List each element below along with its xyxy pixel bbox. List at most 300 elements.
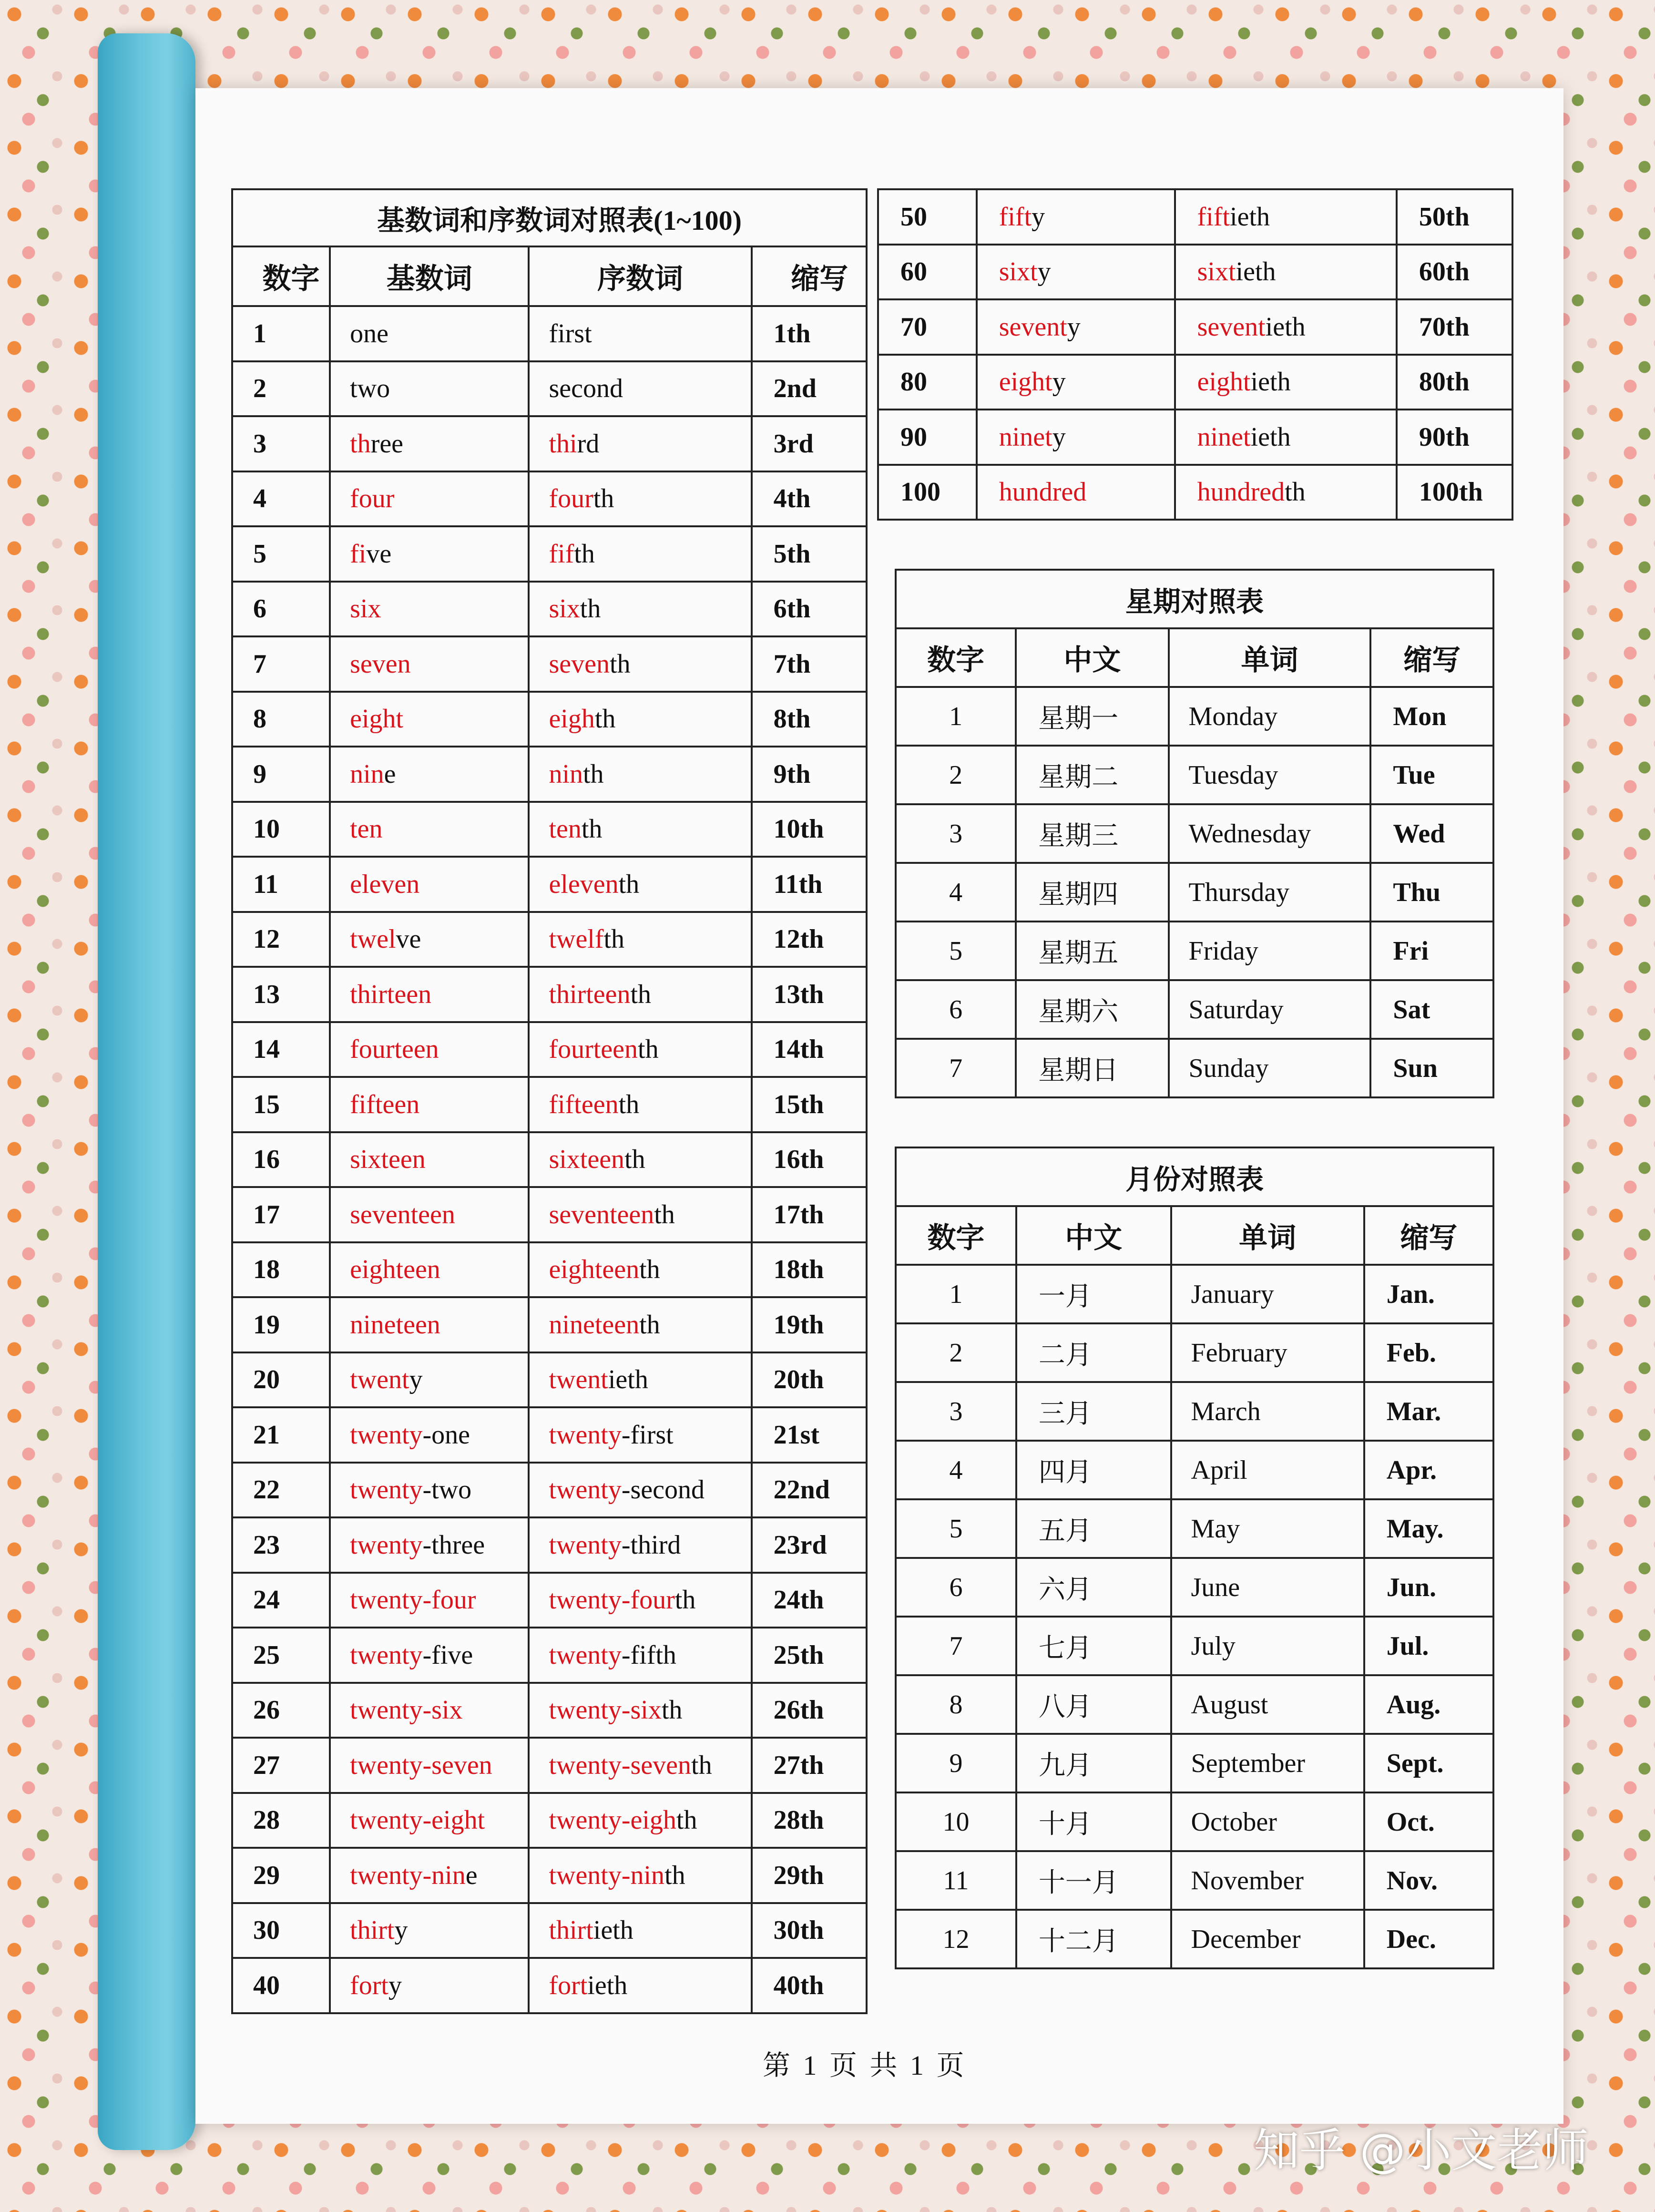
cardinal-cell bbox=[977, 299, 1175, 355]
abbreviation-cell: 23rd bbox=[752, 1517, 867, 1573]
number-cell: 11 bbox=[896, 1851, 1016, 1910]
binder-spine bbox=[98, 33, 195, 2150]
word-cell: December bbox=[1171, 1910, 1364, 1968]
abbreviation-cell: Nov. bbox=[1364, 1851, 1493, 1910]
cardinal-highlight: sixteen bbox=[350, 1145, 426, 1175]
ordinal-rest: -first bbox=[621, 1420, 674, 1450]
chinese-cell: 星期日 bbox=[1016, 1039, 1168, 1097]
ordinal-cell bbox=[529, 361, 751, 417]
table-row bbox=[878, 299, 1512, 355]
chinese-cell: 十二月 bbox=[1016, 1910, 1171, 1968]
number-cell: 11 bbox=[232, 857, 330, 912]
cardinal-rest: -two bbox=[422, 1475, 472, 1505]
chinese-cell: 六月 bbox=[1016, 1558, 1171, 1617]
table-row bbox=[232, 1628, 867, 1683]
ordinal-highlight: eight bbox=[1197, 367, 1251, 397]
table-row bbox=[232, 857, 867, 912]
table-row bbox=[896, 1039, 1493, 1097]
number-cell: 2 bbox=[232, 361, 330, 417]
ordinal-cell bbox=[529, 747, 751, 802]
cardinal-cell bbox=[330, 1683, 529, 1738]
ordinal-highlight: fif bbox=[549, 539, 574, 569]
ordinal-cell bbox=[529, 1187, 751, 1242]
abbreviation-cell: 3rd bbox=[752, 416, 867, 471]
abbreviation-cell: 25th bbox=[752, 1628, 867, 1683]
abbreviation-cell: 28th bbox=[752, 1793, 867, 1848]
number-cell: 23 bbox=[232, 1517, 330, 1573]
word-cell: January bbox=[1171, 1265, 1364, 1323]
ordinal-rest: th bbox=[580, 594, 601, 624]
number-cell: 3 bbox=[896, 1382, 1016, 1441]
cardinal-rest: e bbox=[384, 759, 396, 789]
chinese-cell: 三月 bbox=[1016, 1382, 1171, 1441]
ordinal-cell bbox=[529, 1132, 751, 1188]
number-cell: 26 bbox=[232, 1683, 330, 1738]
table-row bbox=[896, 1265, 1493, 1323]
ordinal-cell bbox=[529, 692, 751, 747]
header-number: 数字 bbox=[232, 246, 330, 306]
cardinal-cell bbox=[330, 1958, 529, 2013]
table-row bbox=[232, 1958, 867, 2013]
chinese-cell: 星期五 bbox=[1016, 922, 1168, 980]
ordinal-cell bbox=[1175, 465, 1397, 520]
cardinal-highlight: twenty bbox=[350, 1475, 423, 1505]
cardinal-cell bbox=[330, 857, 529, 912]
header-ordinal: 序数词 bbox=[529, 246, 751, 306]
ordinal-rest: th bbox=[583, 759, 604, 789]
ordinal-highlight: twenty-eigh bbox=[549, 1805, 676, 1835]
ordinal-highlight: hundred bbox=[1197, 477, 1285, 507]
cardinal-cell bbox=[330, 1022, 529, 1077]
table-row bbox=[896, 1734, 1493, 1792]
table-title: 星期对照表 bbox=[896, 570, 1493, 628]
cardinal-highlight: fift bbox=[999, 202, 1032, 232]
number-cell: 7 bbox=[896, 1039, 1016, 1097]
cardinal-cell bbox=[330, 1352, 529, 1408]
ordinal-rest: th bbox=[593, 484, 614, 514]
number-cell: 20 bbox=[232, 1352, 330, 1408]
number-cell: 4 bbox=[896, 863, 1016, 922]
cardinal-highlight: four bbox=[350, 484, 395, 514]
ordinal-highlight: seven bbox=[549, 649, 610, 679]
abbreviation-cell: Thu bbox=[1370, 863, 1493, 922]
chinese-cell: 星期四 bbox=[1016, 863, 1168, 922]
header-word: 单词 bbox=[1171, 1206, 1364, 1265]
cardinal-rest: one bbox=[350, 318, 388, 348]
ordinal-cell bbox=[529, 1738, 751, 1793]
ordinal-rest: ieth bbox=[1230, 202, 1270, 232]
table-row bbox=[232, 416, 867, 471]
cardinal-cell bbox=[977, 410, 1175, 465]
number-cell: 4 bbox=[896, 1441, 1016, 1499]
ordinal-cell bbox=[529, 526, 751, 582]
cardinal-highlight: sevent bbox=[999, 312, 1067, 342]
header-chinese: 中文 bbox=[1016, 628, 1168, 687]
abbreviation-cell: 14th bbox=[752, 1022, 867, 1077]
ordinal-rest: th bbox=[603, 924, 625, 954]
abbreviation-cell: 29th bbox=[752, 1848, 867, 1903]
number-cell: 16 bbox=[232, 1132, 330, 1188]
number-cell: 3 bbox=[896, 804, 1016, 863]
ordinal-cell bbox=[529, 1352, 751, 1408]
abbreviation-cell: 12th bbox=[752, 912, 867, 967]
table-row bbox=[232, 1077, 867, 1132]
word-cell: April bbox=[1171, 1441, 1364, 1499]
table-row bbox=[896, 804, 1493, 863]
cardinal-cell bbox=[330, 802, 529, 857]
chinese-cell: 星期三 bbox=[1016, 804, 1168, 863]
ordinal-rest: th bbox=[691, 1750, 712, 1780]
ordinal-rest: th bbox=[639, 1255, 660, 1285]
table-row bbox=[896, 980, 1493, 1039]
number-cell: 8 bbox=[896, 1675, 1016, 1734]
ordinal-rest: th bbox=[594, 704, 616, 734]
ordinal-cell bbox=[529, 636, 751, 692]
number-cell: 2 bbox=[896, 1323, 1016, 1382]
table-row bbox=[896, 1792, 1493, 1851]
ordinal-highlight: six bbox=[549, 594, 580, 624]
ordinal-cell bbox=[529, 1573, 751, 1628]
ordinal-cell bbox=[529, 1297, 751, 1352]
ordinal-rest: th bbox=[664, 1860, 685, 1890]
word-cell: Friday bbox=[1169, 922, 1371, 980]
word-cell: Thursday bbox=[1169, 863, 1371, 922]
ordinal-cell bbox=[529, 857, 751, 912]
header-abbreviation: 缩写 bbox=[1370, 628, 1493, 687]
table-row bbox=[232, 1683, 867, 1738]
table-row bbox=[878, 245, 1512, 300]
abbreviation-cell: 60th bbox=[1397, 245, 1512, 300]
abbreviation-cell: 90th bbox=[1397, 410, 1512, 465]
table-row bbox=[896, 1382, 1493, 1441]
table-row bbox=[232, 1297, 867, 1352]
table-row bbox=[232, 1573, 867, 1628]
number-cell: 80 bbox=[878, 355, 977, 410]
abbreviation-cell: 40th bbox=[752, 1958, 867, 2013]
ordinal-rest: th bbox=[581, 814, 603, 844]
ordinal-highlight: thirt bbox=[549, 1915, 593, 1946]
cardinal-rest: y bbox=[1052, 367, 1066, 397]
ordinal-cell bbox=[529, 1848, 751, 1903]
cardinal-highlight: ninet bbox=[999, 422, 1052, 452]
cardinal-cell bbox=[977, 245, 1175, 300]
cardinal-rest: ve bbox=[396, 924, 421, 954]
table-row bbox=[896, 746, 1493, 804]
ordinal-rest: -fifth bbox=[621, 1640, 676, 1670]
ordinal-rest: first bbox=[549, 318, 592, 348]
cardinal-highlight: six bbox=[350, 594, 381, 624]
abbreviation-cell: 27th bbox=[752, 1738, 867, 1793]
table-row bbox=[232, 802, 867, 857]
word-cell: July bbox=[1171, 1617, 1364, 1675]
abbreviation-cell: Oct. bbox=[1364, 1792, 1493, 1851]
chinese-cell: 十月 bbox=[1016, 1792, 1171, 1851]
cardinal-cell bbox=[330, 1297, 529, 1352]
number-cell: 40 bbox=[232, 1958, 330, 2013]
abbreviation-cell: 22nd bbox=[752, 1463, 867, 1518]
abbreviation-cell: 30th bbox=[752, 1903, 867, 1958]
chinese-cell: 一月 bbox=[1016, 1265, 1171, 1323]
table-row bbox=[878, 355, 1512, 410]
table-row bbox=[232, 1903, 867, 1958]
ordinal-highlight: twenty-six bbox=[549, 1695, 662, 1725]
abbreviation-cell: 9th bbox=[752, 747, 867, 802]
cardinal-highlight: nin bbox=[350, 759, 384, 789]
abbreviation-cell: 80th bbox=[1397, 355, 1512, 410]
abbreviation-cell: 17th bbox=[752, 1187, 867, 1242]
table-row bbox=[232, 1187, 867, 1242]
ordinal-highlight: twelf bbox=[549, 924, 604, 954]
abbreviation-cell: Mar. bbox=[1364, 1382, 1493, 1441]
number-cell: 6 bbox=[232, 582, 330, 637]
cardinal-cell bbox=[330, 582, 529, 637]
table-row bbox=[896, 1851, 1493, 1910]
header-chinese: 中文 bbox=[1016, 1206, 1171, 1265]
header-cardinal: 基数词 bbox=[330, 246, 529, 306]
word-cell: Monday bbox=[1169, 687, 1371, 746]
abbreviation-cell: 11th bbox=[752, 857, 867, 912]
table-row bbox=[232, 1132, 867, 1188]
ordinal-rest: th bbox=[609, 649, 631, 679]
number-cell: 90 bbox=[878, 410, 977, 465]
cardinal-highlight: eight bbox=[999, 367, 1052, 397]
ordinal-rest: th bbox=[639, 1310, 660, 1340]
word-cell: February bbox=[1171, 1323, 1364, 1382]
ordinal-highlight: thi bbox=[549, 429, 577, 459]
cardinal-cell bbox=[330, 967, 529, 1022]
ordinal-highlight: sixteen bbox=[549, 1145, 625, 1175]
table-row bbox=[896, 687, 1493, 746]
table-row bbox=[232, 361, 867, 417]
cardinal-cell bbox=[330, 692, 529, 747]
number-cell: 30 bbox=[232, 1903, 330, 1958]
number-cell: 100 bbox=[878, 465, 977, 520]
ordinal-highlight: twenty bbox=[549, 1420, 622, 1450]
ordinal-rest: th bbox=[661, 1695, 683, 1725]
ordinal-cell bbox=[529, 1022, 751, 1077]
ordinal-highlight: twent bbox=[549, 1365, 608, 1395]
table-row bbox=[232, 1022, 867, 1077]
word-cell: Wednesday bbox=[1169, 804, 1371, 863]
cardinal-cell bbox=[330, 1517, 529, 1573]
number-cell: 21 bbox=[232, 1407, 330, 1463]
ordinal-highlight: fourteen bbox=[549, 1034, 638, 1065]
abbreviation-cell: 20th bbox=[752, 1352, 867, 1408]
number-cell: 27 bbox=[232, 1738, 330, 1793]
cardinal-highlight: twenty bbox=[350, 1640, 423, 1670]
number-cell: 29 bbox=[232, 1848, 330, 1903]
table-row bbox=[896, 1323, 1493, 1382]
cardinal-highlight: sixt bbox=[999, 257, 1038, 287]
ordinal-rest: -second bbox=[621, 1475, 705, 1505]
cardinal-highlight: th bbox=[350, 429, 371, 459]
ordinal-rest: ieth bbox=[593, 1915, 633, 1946]
number-cell: 1 bbox=[896, 1265, 1016, 1323]
weekday-table bbox=[895, 569, 1494, 1098]
number-cell: 19 bbox=[232, 1297, 330, 1352]
ordinal-rest: th bbox=[654, 1199, 675, 1229]
number-cell: 70 bbox=[878, 299, 977, 355]
cardinal-cell bbox=[330, 1793, 529, 1848]
cardinal-rest: e bbox=[465, 1860, 478, 1890]
number-cell: 5 bbox=[896, 1499, 1016, 1558]
tens-ordinal-table bbox=[877, 188, 1513, 521]
header-number: 数字 bbox=[896, 1206, 1016, 1265]
ordinal-rest: th bbox=[618, 1089, 640, 1119]
cardinal-cell bbox=[330, 1132, 529, 1188]
ordinal-cell bbox=[1175, 299, 1397, 355]
cardinal-rest: y bbox=[388, 1970, 402, 2000]
cardinal-rest: two bbox=[350, 374, 390, 404]
ordinal-highlight: fifteen bbox=[549, 1089, 619, 1119]
ordinal-highlight: nineteen bbox=[549, 1310, 640, 1340]
cardinal-cell bbox=[330, 1187, 529, 1242]
abbreviation-cell: Jun. bbox=[1364, 1558, 1493, 1617]
cardinal-cell bbox=[330, 1903, 529, 1958]
table-row bbox=[896, 1675, 1493, 1734]
ordinal-cell bbox=[529, 1628, 751, 1683]
cardinal-cell bbox=[330, 306, 529, 361]
cardinal-highlight: twenty-six bbox=[350, 1695, 463, 1725]
ordinal-rest: th bbox=[638, 1034, 659, 1065]
ordinal-highlight: eighteen bbox=[549, 1255, 640, 1285]
ordinal-rest: th bbox=[574, 539, 595, 569]
ordinal-highlight: twenty-nin bbox=[549, 1860, 665, 1890]
cardinal-highlight: seven bbox=[350, 649, 411, 679]
ordinal-highlight: four bbox=[549, 484, 593, 514]
abbreviation-cell: 19th bbox=[752, 1297, 867, 1352]
header-abbreviation: 缩写 bbox=[752, 246, 867, 306]
number-cell: 28 bbox=[232, 1793, 330, 1848]
cardinal-highlight: twel bbox=[350, 924, 396, 954]
number-cell: 1 bbox=[232, 306, 330, 361]
cardinal-highlight: twenty-eight bbox=[350, 1805, 485, 1835]
table-row bbox=[878, 189, 1512, 245]
table-row bbox=[896, 1558, 1493, 1617]
abbreviation-cell: Sun bbox=[1370, 1039, 1493, 1097]
ordinal-highlight: twenty-seven bbox=[549, 1750, 692, 1780]
cardinal-cell bbox=[330, 361, 529, 417]
number-cell: 5 bbox=[232, 526, 330, 582]
abbreviation-cell: 16th bbox=[752, 1132, 867, 1188]
number-cell: 6 bbox=[896, 1558, 1016, 1617]
abbreviation-cell: Mon bbox=[1370, 687, 1493, 746]
ordinal-cell bbox=[1175, 355, 1397, 410]
abbreviation-cell: Sat bbox=[1370, 980, 1493, 1039]
table-row bbox=[232, 692, 867, 747]
tens-table-body bbox=[878, 189, 1512, 520]
abbreviation-cell: 26th bbox=[752, 1683, 867, 1738]
ordinal-rest: th bbox=[674, 1585, 696, 1615]
abbreviation-cell: 15th bbox=[752, 1077, 867, 1132]
abbreviation-cell: 24th bbox=[752, 1573, 867, 1628]
table-row bbox=[878, 410, 1512, 465]
table-row bbox=[232, 1738, 867, 1793]
cardinal-cell bbox=[977, 355, 1175, 410]
number-cell: 15 bbox=[232, 1077, 330, 1132]
word-cell: Saturday bbox=[1169, 980, 1371, 1039]
ordinal-highlight: fift bbox=[1197, 202, 1230, 232]
table-row bbox=[896, 922, 1493, 980]
ordinal-highlight: sevent bbox=[1197, 312, 1266, 342]
cardinal-cell bbox=[330, 1242, 529, 1298]
number-cell: 1 bbox=[896, 687, 1016, 746]
cardinal-cell bbox=[330, 1407, 529, 1463]
table-title: 月份对照表 bbox=[896, 1147, 1493, 1206]
word-cell: Sunday bbox=[1169, 1039, 1371, 1097]
ordinal-rest: ieth bbox=[608, 1365, 648, 1395]
abbreviation-cell: Dec. bbox=[1364, 1910, 1493, 1968]
ordinal-cell bbox=[529, 1517, 751, 1573]
ordinal-cell bbox=[529, 416, 751, 471]
number-cell: 12 bbox=[896, 1910, 1016, 1968]
table-row bbox=[896, 1499, 1493, 1558]
table-row bbox=[232, 1517, 867, 1573]
cardinal-rest: -one bbox=[422, 1420, 470, 1450]
chinese-cell: 五月 bbox=[1016, 1499, 1171, 1558]
ordinal-highlight: twenty bbox=[549, 1640, 622, 1670]
ordinal-highlight: nin bbox=[549, 759, 583, 789]
ordinal-rest: th bbox=[618, 869, 640, 899]
abbreviation-cell: Tue bbox=[1370, 746, 1493, 804]
table-row bbox=[896, 1910, 1493, 1968]
ordinal-cell bbox=[529, 1793, 751, 1848]
header-abbreviation: 缩写 bbox=[1364, 1206, 1493, 1265]
table-row bbox=[232, 1242, 867, 1298]
watermark: 知乎 @小文老师 bbox=[1254, 2124, 1589, 2177]
number-cell: 2 bbox=[896, 746, 1016, 804]
ordinal-cell bbox=[529, 802, 751, 857]
abbreviation-cell: Jan. bbox=[1364, 1265, 1493, 1323]
abbreviation-cell: 10th bbox=[752, 802, 867, 857]
number-cell: 7 bbox=[232, 636, 330, 692]
cardinal-highlight: nineteen bbox=[350, 1310, 440, 1340]
cardinal-cell bbox=[330, 636, 529, 692]
ordinal-rest: second bbox=[549, 374, 623, 404]
abbreviation-cell: 100th bbox=[1397, 465, 1512, 520]
ordinal-table-body bbox=[232, 306, 867, 2013]
cardinal-highlight: eight bbox=[350, 704, 404, 734]
ordinal-rest: th bbox=[676, 1805, 697, 1835]
word-cell: May bbox=[1171, 1499, 1364, 1558]
cardinal-cell bbox=[977, 465, 1175, 520]
cardinal-highlight: seventeen bbox=[350, 1199, 455, 1229]
cardinal-highlight: thirt bbox=[350, 1915, 395, 1946]
cardinal-highlight: fourteen bbox=[350, 1034, 439, 1065]
table-row bbox=[232, 1463, 867, 1518]
cardinal-cell bbox=[330, 1738, 529, 1793]
cardinal-rest: y bbox=[1067, 312, 1081, 342]
chinese-cell: 四月 bbox=[1016, 1441, 1171, 1499]
ordinal-highlight: twenty bbox=[549, 1475, 622, 1505]
cardinal-highlight: fort bbox=[350, 1970, 388, 2000]
cardinal-rest: y bbox=[409, 1365, 423, 1395]
table-row bbox=[232, 526, 867, 582]
ordinal-cell bbox=[529, 1407, 751, 1463]
ordinal-highlight: fort bbox=[549, 1970, 588, 2000]
word-cell: June bbox=[1171, 1558, 1364, 1617]
header-word: 单词 bbox=[1169, 628, 1371, 687]
abbreviation-cell: Jul. bbox=[1364, 1617, 1493, 1675]
chinese-cell: 星期二 bbox=[1016, 746, 1168, 804]
chinese-cell: 二月 bbox=[1016, 1323, 1171, 1382]
abbreviation-cell: 21st bbox=[752, 1407, 867, 1463]
abbreviation-cell: 7th bbox=[752, 636, 867, 692]
ordinal-rest: rd bbox=[577, 429, 600, 459]
header-number: 数字 bbox=[896, 628, 1016, 687]
ordinal-cell bbox=[1175, 410, 1397, 465]
abbreviation-cell: Sept. bbox=[1364, 1734, 1493, 1792]
